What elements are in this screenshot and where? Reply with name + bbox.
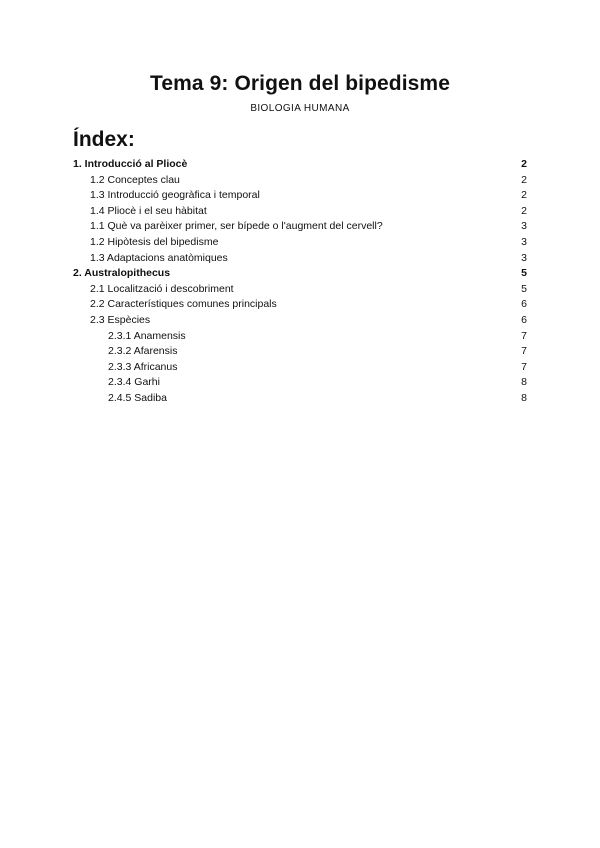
toc-entry-label: 1.3 Introducció geogràfica i temporal [90,189,260,202]
toc-entry[interactable] [73,188,527,204]
toc-entry-label: 1.2 Conceptes clau [90,173,180,186]
toc-entry[interactable] [73,329,527,345]
toc-entry-page-number: 2 [521,158,527,170]
toc-entry-page-number: 2 [521,189,527,202]
toc-entry-label: 2.2 Característiques comunes principals [90,298,277,311]
document-subtitle: BIOLOGIA HUMANA [250,103,350,114]
toc-entry[interactable] [73,204,527,220]
toc-entry-label: 1.2 Hipòtesis del bipedisme [90,235,219,248]
toc-entry-label: 2.3.4 Garhi [108,376,160,389]
toc-entry[interactable] [73,391,527,407]
toc-entry[interactable] [73,360,527,376]
document-title: Tema 9: Origen del bipedisme [150,72,450,95]
toc-entry-page-number: 7 [521,345,527,358]
toc-entry-label: 2.1 Localització i descobriment [90,282,234,295]
toc-entry[interactable] [73,375,527,391]
toc-entry[interactable] [73,251,527,267]
index-heading: Índex: [73,128,135,151]
toc-entry-page-number: 3 [521,251,527,264]
toc-entry-page-number: 5 [521,282,527,295]
toc-entry-page-number: 8 [521,376,527,389]
toc-entry-label: 2.3.3 Africanus [108,360,178,373]
toc-entry-page-number: 2 [521,173,527,186]
toc-entry[interactable] [73,266,527,282]
toc-entry-label: 1.1 Què va parèixer primer, ser bípede o l'augment del cervell? [90,220,383,233]
toc-entry-label: 2.4.5 Sadiba [108,391,167,404]
toc-entry[interactable] [73,282,527,298]
toc-entry-label: 1. Introducció al Pliocè [73,158,188,170]
toc-entry-label: 2.3 Espècies [90,313,151,326]
toc-entry-page-number: 5 [521,267,527,280]
toc-entry-page-number: 7 [521,360,527,373]
toc-entry-label: 2. Australopithecus [73,267,171,280]
toc-entry[interactable] [73,313,527,329]
toc-entry-page-number: 7 [521,329,527,342]
toc-entry-page-number: 3 [521,220,527,233]
toc-entry-label: 2.3.2 Afarensis [108,345,178,358]
toc-entry-label: 2.3.1 Anamensis [108,329,186,342]
toc-entry[interactable] [73,235,527,251]
toc-entry[interactable] [73,173,527,189]
toc-entry-page-number: 8 [521,391,527,404]
toc-entry-page-number: 2 [521,204,527,217]
toc-entry[interactable] [73,157,527,173]
toc-entry[interactable] [73,344,527,360]
toc-entry[interactable] [73,219,527,235]
toc-entry-page-number: 6 [521,313,527,326]
toc-entry[interactable] [73,297,527,313]
toc-entry-page-number: 3 [521,235,527,248]
toc-entry-page-number: 6 [521,298,527,311]
table-of-contents [73,157,527,407]
toc-entry-label: 1.4 Pliocè i el seu hàbitat [90,204,207,217]
toc-entry-label: 1.3 Adaptacions anatòmiques [90,251,228,264]
